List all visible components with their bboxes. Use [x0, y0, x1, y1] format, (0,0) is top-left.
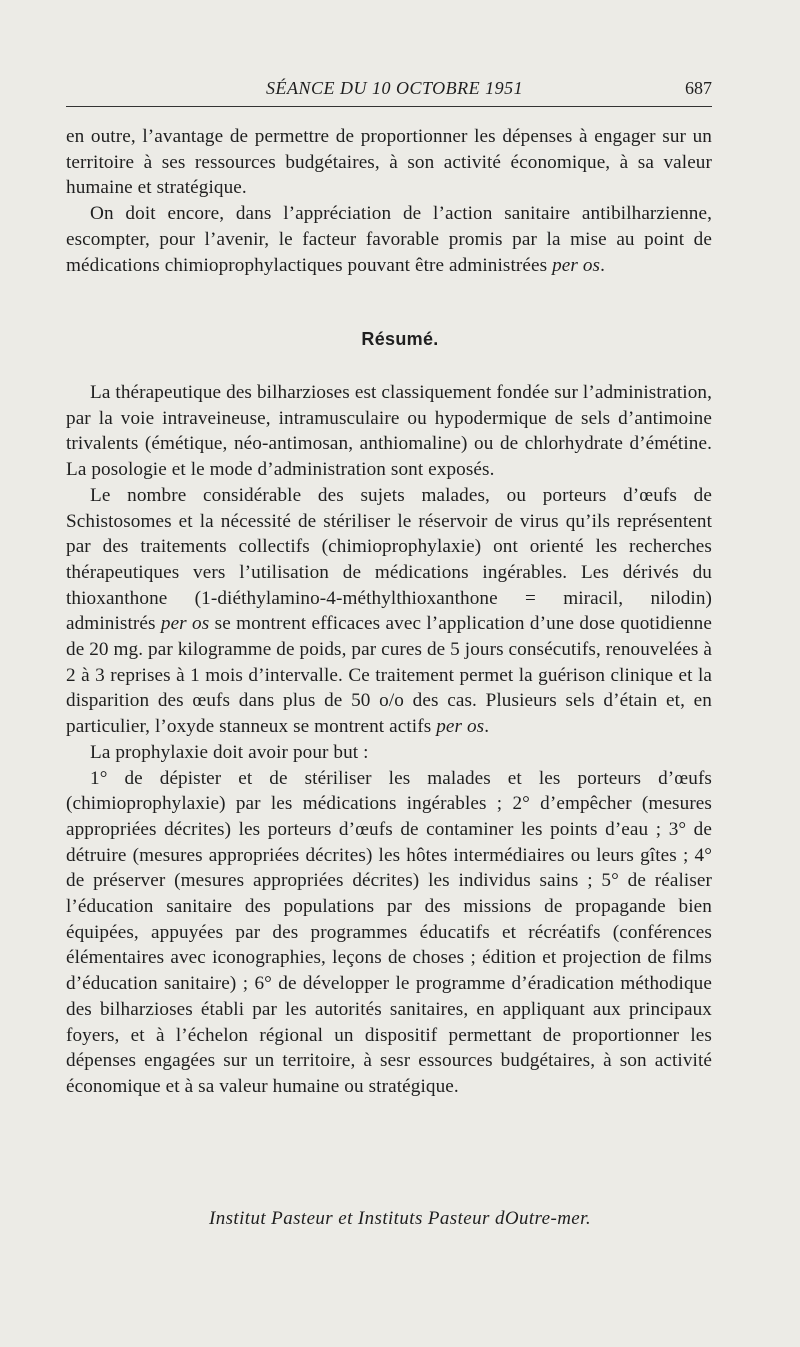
summary-paragraph-4: 1° de dépister et de stériliser les malades et les porteurs d’œufs (chimioprophylaxie) par les médications ingérables ; 2° d’empêcher (mesures appropriées décrites) les porteurs d’œufs de contaminer les points d’eau ; 3° de détruire (mesures appropriées décrites) les hôtes intermédiaires ou leurs gîtes ; 4° de préserver (mesures appropriées décrites) les individus sains ; 5° de réaliser l’éducation sanitaire des populations par des missions de propagande bien équipées, appuyées par des programmes éducatifs et récréatifs (conférences élémentaires avec iconographies, leçons de choses ; édition et projection de films d’éducation sanitaire) ; 6° de développer le programme d’éradication méthodique des bilharzioses établi par les autorités sanitaires, en appliquant aux principaux foyers, et à l’échelon régional un dispositif permettant de proportionner les dépenses engagées sur un territoire, à sesr essources budgétaires, à son activité économique et à sa valeur humaine ou stratégique. [66, 767, 712, 1097]
signature: Institut Pasteur et Instituts Pasteur dOutre-mer. [209, 1208, 591, 1229]
intro-paragraph-2-text: On doit encore, dans l’appréciation de l’action sanitaire antibilharzienne, escompter, pour l’avenir, le facteur favorable promis par la mise au point de médications chimioprophylactiques pouvant être administrées [66, 203, 712, 276]
summary-paragraph-2-text-b: se montrent efficaces avec l’application d’une dose quotidienne de 20 mg. par kilogramme de poids, par cures de 5 jours consécutifs, renouvelées à 2 à 3 reprises à 1 mois d’intervalle. Ce traitement permet la guérison clinique et la disparition des œufs dans plus de 50 o/o des cas. Plusieurs sels d’étain et, en particulier, l’oxyde stanneux se montrent actifs [66, 613, 712, 738]
summary-paragraph-2-italic-2: per os [436, 716, 485, 738]
summary-paragraph-3: La prophylaxie doit avoir pour but : [90, 741, 369, 763]
intro-paragraph-2 [66, 201, 712, 278]
intro-paragraph-2-italic: per os [552, 254, 601, 276]
intro-paragraph-1: en outre, l’avantage de permettre de proportionner les dépenses à engager sur un territoire à ses ressources budgétaires, à son activité économique, à sa valeur humaine et stratégique. [66, 126, 712, 199]
intro-text [66, 124, 712, 278]
summary-text [66, 380, 712, 1100]
summary-paragraph-2 [66, 483, 712, 740]
summary-paragraph-1: La thérapeutique des bilharzioses est classiquement fondée sur l’administration, par la voie intraveineuse, intramusculaire ou hypodermique de sels d’antimoine trivalents (émétique, néo-antimosan, anthiomaline) ou de chlorhydrate d’émétine. La posologie et le mode d’administration sont exposés. [66, 382, 712, 481]
summary-paragraph-2-text-a: Le nombre considérable des sujets malades, ou porteurs d’œufs de Schistosomes et la nécessité de stériliser le réservoir de virus qu’ils représentent par des traitements collectifs (chimioprophylaxie) ont orienté les recherches thérapeutiques vers l’utilisation de médications ingérables. Les dérivés du thioxanthone (1-diéthylamino-4-méthylthioxanthone = miracil, nilodin) administrés [66, 484, 712, 635]
header-rule [66, 106, 712, 107]
summary-paragraph-2-text-c: . [484, 716, 490, 738]
page-header [66, 76, 712, 104]
summary-paragraph-2-italic-1: per os [160, 613, 210, 635]
page-number: 687 [685, 78, 712, 98]
running-title: SÉANCE DU 10 OCTOBRE 1951 [266, 78, 524, 98]
section-title: Résumé. [361, 329, 439, 349]
intro-paragraph-2-end: . [600, 254, 606, 276]
